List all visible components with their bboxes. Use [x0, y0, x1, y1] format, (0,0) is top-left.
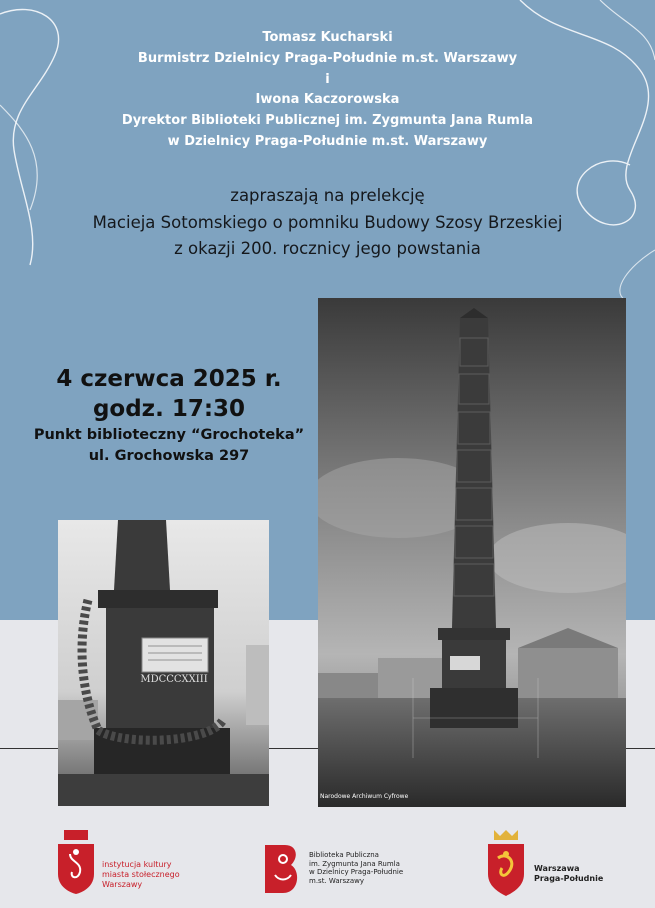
- logo1-line-1: instytucja kultury: [102, 860, 172, 869]
- logo2-line-4: m.st. Warszawy: [309, 876, 365, 885]
- district-crest-icon: [486, 830, 526, 896]
- logo1-line-3: Warszawy: [102, 880, 143, 889]
- event-address: ul. Grochowska 297: [88, 448, 250, 464]
- logo2-line-2: im. Zygmunta Jana Rumla: [309, 859, 400, 868]
- logo1-line-2: miasta stołecznego: [102, 870, 180, 879]
- obelisk-photo-image: [318, 298, 626, 807]
- organizer-title-1: Burmistrz Dzielnicy Praga-Południe m.st. Warszawy: [137, 50, 518, 66]
- logo2-line-1: Biblioteka Publiczna: [309, 851, 379, 859]
- conjunction: i: [325, 71, 330, 87]
- district-logo: [486, 830, 604, 900]
- organizer-title-2a: Dyrektor Biblioteki Publicznej im. Zygmunta Jana Rumla: [121, 113, 534, 129]
- obelisk-photo: [318, 298, 626, 807]
- library-b-icon: [265, 845, 301, 893]
- warsaw-crest-icon: [56, 830, 96, 894]
- organizer-name-2: Iwona Kaczorowska: [255, 92, 400, 108]
- organizer-title-2b: w Dzielnicy Praga-Południe m.st. Warszawy: [167, 133, 488, 149]
- event-details: [24, 365, 314, 467]
- city-culture-logo: [56, 830, 180, 898]
- pedestal-photo-image: [58, 520, 269, 806]
- invitation-block: [0, 183, 655, 263]
- event-date: 4 czerwca 2025 r.: [56, 366, 282, 392]
- invitation-line-1: zapraszają na prelekcję: [230, 186, 425, 205]
- organizers-block: [0, 28, 655, 153]
- logo3-line-1: Warszawa: [534, 864, 580, 873]
- event-time: godz. 17:30: [92, 396, 246, 422]
- logo3-line-2: Praga-Południe: [534, 874, 604, 883]
- invitation-line-3: z okazji 200. rocznicy jego powstania: [174, 239, 481, 258]
- invitation-line-2: Macieja Sotomskiego o pomniku Budowy Szosy Brzeskiej: [92, 212, 563, 232]
- pedestal-photo: [58, 520, 269, 806]
- event-venue: Punkt biblioteczny “Grochoteka”: [33, 427, 305, 443]
- library-logo: [265, 845, 404, 897]
- photo-credit: Narodowe Archiwum Cyfrowe: [320, 793, 409, 800]
- logo2-line-3: w Dzielnicy Praga-Południe: [309, 868, 404, 876]
- organizer-name-1: Tomasz Kucharski: [262, 30, 393, 45]
- plaque-inscription: MDCCCXXIII: [140, 674, 208, 685]
